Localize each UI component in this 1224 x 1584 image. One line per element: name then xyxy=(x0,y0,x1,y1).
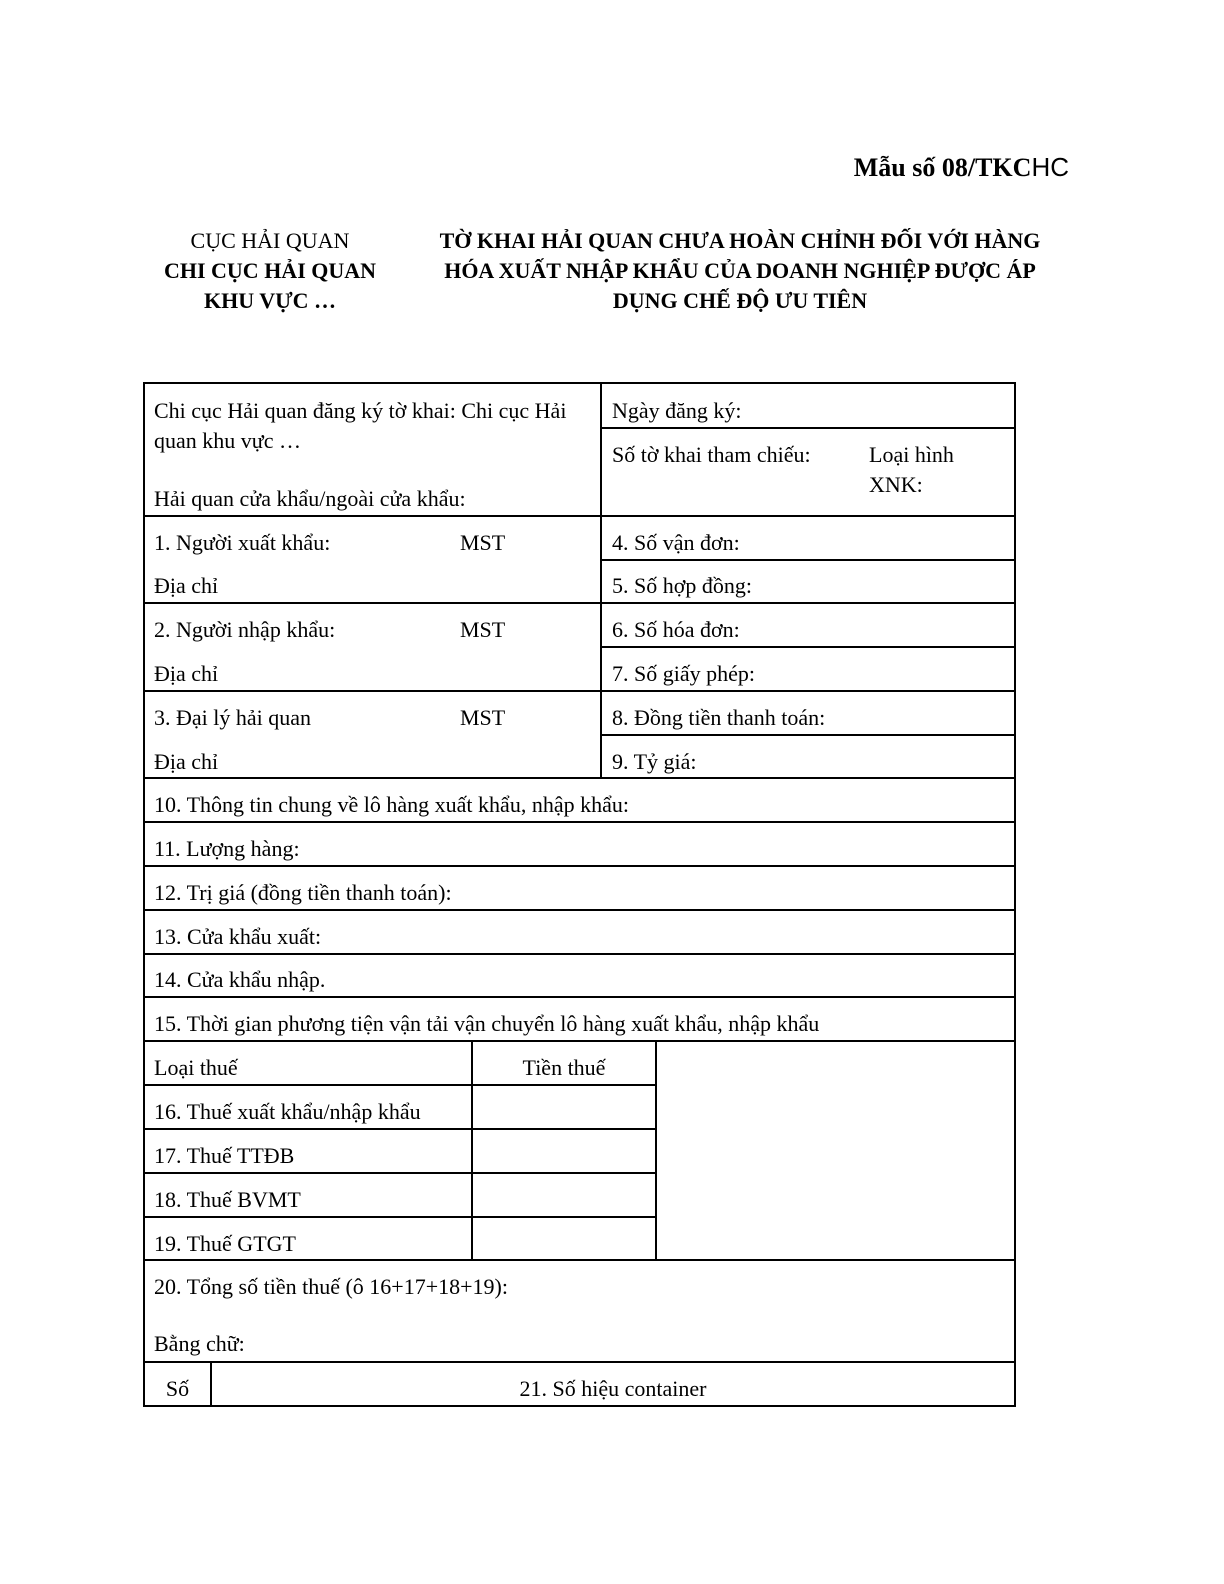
rule-tax-2 xyxy=(145,1128,657,1130)
container-header: 21. Số hiệu container xyxy=(519,1376,707,1401)
payment-currency-label: 8. Đồng tiền thanh toán: xyxy=(612,705,826,730)
rule-right-4 xyxy=(600,734,1014,736)
rule-row-8 xyxy=(145,953,1014,955)
trade-type-label: Loại hình XNK: xyxy=(869,442,954,497)
contract-number-label: 5. Số hợp đồng: xyxy=(612,573,752,598)
exporter-label: 1. Người xuất khẩu: xyxy=(154,530,331,555)
bill-of-lading-label: 4. Số vận đơn: xyxy=(612,530,740,555)
title-line-1: TỜ KHAI HẢI QUAN CHƯA HOÀN CHỈNH ĐỐI VỚI HÀNG xyxy=(439,228,1041,253)
declaration-form-table xyxy=(143,382,1016,1407)
license-number-label: 7. Số giấy phép: xyxy=(612,661,755,686)
org-line-2: CHI CỤC HẢI QUAN xyxy=(163,258,377,283)
reference-number-label: Số tờ khai tham chiếu: xyxy=(612,442,811,467)
importer-tax-label: MST xyxy=(460,617,506,642)
tax-row-label: 19. Thuế GTGT xyxy=(154,1231,296,1256)
total-tax-label: 20. Tổng số tiền thuế (ô 16+17+18+19): xyxy=(154,1274,508,1299)
rule-row-10 xyxy=(145,1040,1014,1042)
tax-type-header: Loại thuế xyxy=(154,1055,238,1080)
rule-tax-3 xyxy=(145,1172,657,1174)
rule-right-1 xyxy=(600,427,1014,429)
rule-row-7 xyxy=(145,909,1014,911)
tax-row-label: 16. Thuế xuất khẩu/nhập khẩu xyxy=(154,1099,421,1124)
rule-tax-4 xyxy=(145,1216,657,1218)
tax-row-label: 17. Thuế TTĐB xyxy=(154,1143,295,1168)
rule-row-6 xyxy=(145,865,1014,867)
value-label: 12. Trị giá (đồng tiền thanh toán): xyxy=(154,880,452,905)
rule-row-11 xyxy=(145,1259,1014,1261)
exchange-rate-label: 9. Tỷ giá: xyxy=(612,749,697,774)
rule-row-2 xyxy=(145,602,1014,604)
form-code-suffix: HC xyxy=(1031,152,1069,182)
form-code: Mẫu số 08/TKCHC xyxy=(853,152,1069,182)
rule-col-tax-2 xyxy=(655,1040,657,1259)
general-info-label: 10. Thông tin chung về lô hàng xuất khẩu, nhập khẩu: xyxy=(154,792,629,817)
rule-col-main xyxy=(600,384,602,777)
rule-row-5 xyxy=(145,821,1014,823)
total-in-words-label: Bằng chữ: xyxy=(154,1331,245,1356)
registration-office-label: Chi cục Hải quan đăng ký tờ khai: Chi cục Hải quan khu vực … xyxy=(154,398,567,453)
quantity-label: 11. Lượng hàng: xyxy=(154,836,300,861)
importer-label: 2. Người nhập khẩu: xyxy=(154,617,336,642)
import-gate-label: 14. Cửa khẩu nhập. xyxy=(154,967,326,992)
rule-row-12 xyxy=(145,1361,1014,1363)
tax-row-label: 18. Thuế BVMT xyxy=(154,1187,301,1212)
invoice-number-label: 6. Số hóa đơn: xyxy=(612,617,740,642)
rule-right-3 xyxy=(600,646,1014,648)
rule-row-3 xyxy=(145,690,1014,692)
rule-tax-1 xyxy=(145,1084,657,1086)
agent-label: 3. Đại lý hải quan xyxy=(154,705,312,730)
container-number-header: Số xyxy=(165,1376,190,1401)
importer-address-label: Địa chỉ xyxy=(154,661,219,686)
title-line-3: DỤNG CHẾ ĐỘ ƯU TIÊN xyxy=(612,288,868,313)
issuing-organization xyxy=(145,226,395,316)
rule-row-1 xyxy=(145,515,1014,517)
tax-amount-header: Tiền thuế xyxy=(522,1055,606,1080)
exporter-address-label: Địa chỉ xyxy=(154,573,219,598)
title-line-2: HÓA XUẤT NHẬP KHẨU CỦA DOANH NGHIỆP ĐƯỢC ÁP xyxy=(444,258,1036,283)
org-line-1: CỤC HẢI QUAN xyxy=(190,228,350,253)
transport-time-label: 15. Thời gian phương tiện vận tải vận chuyển lô hàng xuất khẩu, nhập khẩu xyxy=(154,1011,820,1036)
rule-row-9 xyxy=(145,996,1014,998)
agent-address-label: Địa chỉ xyxy=(154,749,219,774)
exporter-tax-label: MST xyxy=(460,530,506,555)
document-title xyxy=(410,226,1070,316)
org-line-3: KHU VỰC … xyxy=(204,288,336,313)
rule-row-4 xyxy=(145,777,1014,779)
border-gate-label: Hải quan cửa khẩu/ngoài cửa khẩu: xyxy=(154,486,466,511)
agent-tax-label: MST xyxy=(460,705,506,730)
export-gate-label: 13. Cửa khẩu xuất: xyxy=(154,924,322,949)
rule-right-2 xyxy=(600,559,1014,561)
registration-date-label: Ngày đăng ký: xyxy=(612,398,742,423)
